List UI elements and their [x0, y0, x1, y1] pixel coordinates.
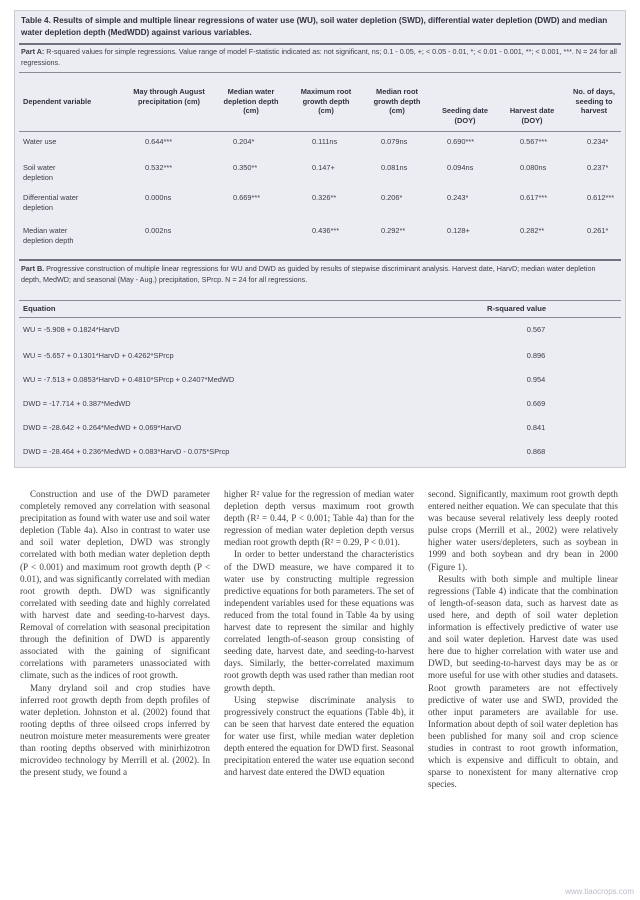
header-max-root-depth: Maximum root growth depth (cm)	[300, 87, 352, 115]
table-4	[14, 10, 626, 468]
header-dependent-variable: Dependent variable	[23, 97, 92, 106]
rsq-cell: 0.868	[526, 447, 546, 456]
row-label: Water use	[23, 137, 57, 146]
table-cell: 0.234*	[587, 137, 609, 146]
table-cell: 0.690***	[447, 137, 475, 146]
part-a-note	[21, 46, 617, 68]
table-cell: 0.532***	[145, 163, 173, 172]
equation-cell: WU = -5.657 + 0.1301*HarvD + 0.4262*SPrcp	[23, 351, 174, 360]
paragraph: Results with both simple and multiple linear regressions (Table 4) indicate that the combination of length-of-season data, such as harvest date as used here, and depth of soil water depletion information is effectively predictive of water use and soil water depletion. Harvest date was used here due to higher correlation with water use and DWD, but seeding-to-harvest days may be as or more useful for use with other studies and datasets. Root growth parameters are not effectively predictive of water use and SWD, provided the other input parameters are available for use. Information about depth of soil water depletion has been published for many soil and crop science studies in contrast to root growth information, which is expensive and difficult to obtain, and sparse to nonexistent for many alternative crop species.	[428, 573, 618, 790]
part-b-note-label: Part B.	[21, 264, 45, 273]
header-r-squared: R-squared value	[487, 304, 547, 313]
header-median-water-depletion: Median water depletion depth (cm)	[223, 87, 279, 115]
table-cell: 0.292**	[381, 226, 406, 235]
table-cell: 0.079ns	[381, 137, 408, 146]
table-cell: 0.094ns	[447, 163, 474, 172]
row-label: Differential water depletion	[23, 193, 79, 212]
equation-cell: WU = -7.513 + 0.0853*HarvD + 0.4810*SPrcp + 0.2407*MedWD	[23, 375, 235, 384]
table-cell: 0.669***	[233, 193, 261, 202]
table-cell: 0.612***	[587, 193, 615, 202]
part-a-note-label: Part A:	[21, 47, 45, 56]
table-cell: 0.081ns	[381, 163, 408, 172]
table-cell: 0.261*	[587, 226, 609, 235]
table-cell: 0.436***	[312, 226, 340, 235]
table-cell: 0.002ns	[145, 226, 172, 235]
rsq-cell: 0.954	[526, 375, 546, 384]
body-column-2	[224, 488, 414, 778]
table-cell: 0.128+	[447, 226, 470, 235]
row-label: Soil water depletion	[23, 163, 56, 182]
header-median-root-depth: Median root growth depth (cm)	[373, 87, 421, 115]
table-cell: 0.617***	[520, 193, 548, 202]
table-cell: 0.204*	[233, 137, 255, 146]
part-b-note-text: Progressive construction of multiple linear regressions for WU and DWD as guided by results of stepwise discriminant analysis. Harvest date, HarvD; median water depletion depth, MedWD; and seasonal (May - Aug.) precipitation, SPrcp. N = 24 for all regressions.	[21, 264, 596, 284]
rsq-cell: 0.896	[526, 351, 546, 360]
paragraph: Using stepwise discriminate analysis to progressively construct the equations (Table 4b), it can be seen that harvest date entered the equation for water use first, while median water depletion depth entered the equation for DWD first. Seasonal precipitation entered the water use equation second and harvest date entered the DWD equation	[224, 694, 414, 778]
table-cell: 0.147+	[312, 163, 335, 172]
watermark: www.tiaocrops.com	[565, 887, 634, 896]
rsq-cell: 0.567	[526, 325, 546, 334]
row-label: Median water depletion depth	[23, 226, 74, 245]
equation-cell: DWD = -28.642 + 0.264*MedWD + 0.069*HarvD	[23, 423, 182, 432]
equation-cell: DWD = -17.714 + 0.387*MedWD	[23, 399, 131, 408]
header-precipitation: May through August precipitation (cm)	[133, 87, 205, 106]
rsq-cell: 0.669	[526, 399, 546, 408]
table-cell: 0.644***	[145, 137, 173, 146]
header-seeding-date: Seeding date (DOY)	[442, 106, 488, 125]
table-rule	[19, 300, 621, 301]
table-rule	[19, 317, 621, 318]
part-a-note-text: R-squared values for simple regressions. Value range of model F-statistic indicated as: not significant, ns; 0.1 - 0.05, +; < 0.05 - 0.01, *; < 0.01 - 0.001, **; < 0.001, ***. N = 24 for all regressions.	[21, 47, 617, 67]
body-column-3	[428, 488, 618, 790]
rsq-cell: 0.841	[526, 423, 546, 432]
table-rule	[19, 43, 621, 45]
table-cell: 0.567***	[520, 137, 548, 146]
equation-cell: WU = -5.908 + 0.1824*HarvD	[23, 325, 120, 334]
header-equation: Equation	[23, 304, 56, 313]
table-rule	[19, 72, 621, 73]
table-rule	[19, 259, 621, 261]
table-rule	[19, 131, 621, 132]
table-cell: 0.111ns	[312, 137, 338, 146]
paragraph: second. Significantly, maximum root growth depth entered neither equation. We can speculate that this was because several relatively less deeply rooted pulse crops (Merrill et al., 2002) were relatively higher water users/depleters, such as soybean in 1999 and both soybean and dry bean in 2000 (Figure 1).	[428, 489, 618, 572]
table-cell: 0.350**	[233, 163, 258, 172]
header-days-seeding-harvest: No. of days, seeding to harvest	[573, 87, 615, 115]
body-column-1	[20, 488, 210, 778]
table-caption: Table 4. Results of simple and multiple linear regressions of water use (WU), soil water depletion (SWD), differential water depletion (DWD) and median water depletion depth (MedWDD) against various variables.	[21, 16, 608, 37]
equation-cell: DWD = -28.464 + 0.236*MedWD + 0.083*HarvD - 0.075*SPrcp	[23, 447, 230, 456]
table-cell: 0.080ns	[520, 163, 547, 172]
paragraph: higher R² value for the regression of median water depletion depth versus maximum root growth depth (R² = 0.44, P < 0.001; Table 4a) than for the regression of median water depletion depth versus median root growth depth (R² = 0.29, P < 0.01).	[224, 489, 414, 548]
table-cell: 0.243*	[447, 193, 469, 202]
paragraph: Many dryland soil and crop studies have inferred root growth depth from depth profiles of water depletion. Johnston et al. (2002) found that rooting depths of three oilseed crops inferred by neutron moisture meter measurements were greater than rooting depths observed with minirhizotron microvideo technology by Merrill et al. (2002). In the present study, we found a	[20, 682, 210, 778]
header-harvest-date: Harvest date (DOY)	[509, 106, 555, 125]
table-cell: 0.206*	[381, 193, 403, 202]
paragraph: In order to better understand the characteristics of the DWD measure, we have compared it to water use by constructing multiple regression predictive equations for both parameters. The set of independent variables used for these equations was reduced from the total found in Table 4a by using harvest date to represent the similar and highly correlated length-of-season group consisting of seeding date, harvest date, and seeding-to-harvest days. Similarly, the better-correlated maximum root growth depth was used rather than median root growth depth.	[224, 549, 414, 693]
table-cell: 0.237*	[587, 163, 609, 172]
table-cell: 0.282**	[520, 226, 545, 235]
paragraph: Construction and use of the DWD parameter completely removed any correlation with seasonal precipitation as found with water use and soil water depletion (Table 4a). Also in contrast to water use and soil water depletion, DWD was strongly correlated with both median water depletion depth (P < 0.001) and maximum root growth depth (P < 0.01), and was significantly correlated with median root growth depth. DWD was significantly correlated with seeding date and highly correlated with harvest date and seeding-to-harvest days. Removal of correlation with seasonal precipitation through the definition of DWD is apparently associated with the gaining of significant correlations with parameters unassociated with climate, such as the indices of root growth.	[20, 489, 210, 681]
table-cell: 0.000ns	[145, 193, 172, 202]
table-cell: 0.326**	[312, 193, 337, 202]
part-b-note	[21, 263, 617, 285]
